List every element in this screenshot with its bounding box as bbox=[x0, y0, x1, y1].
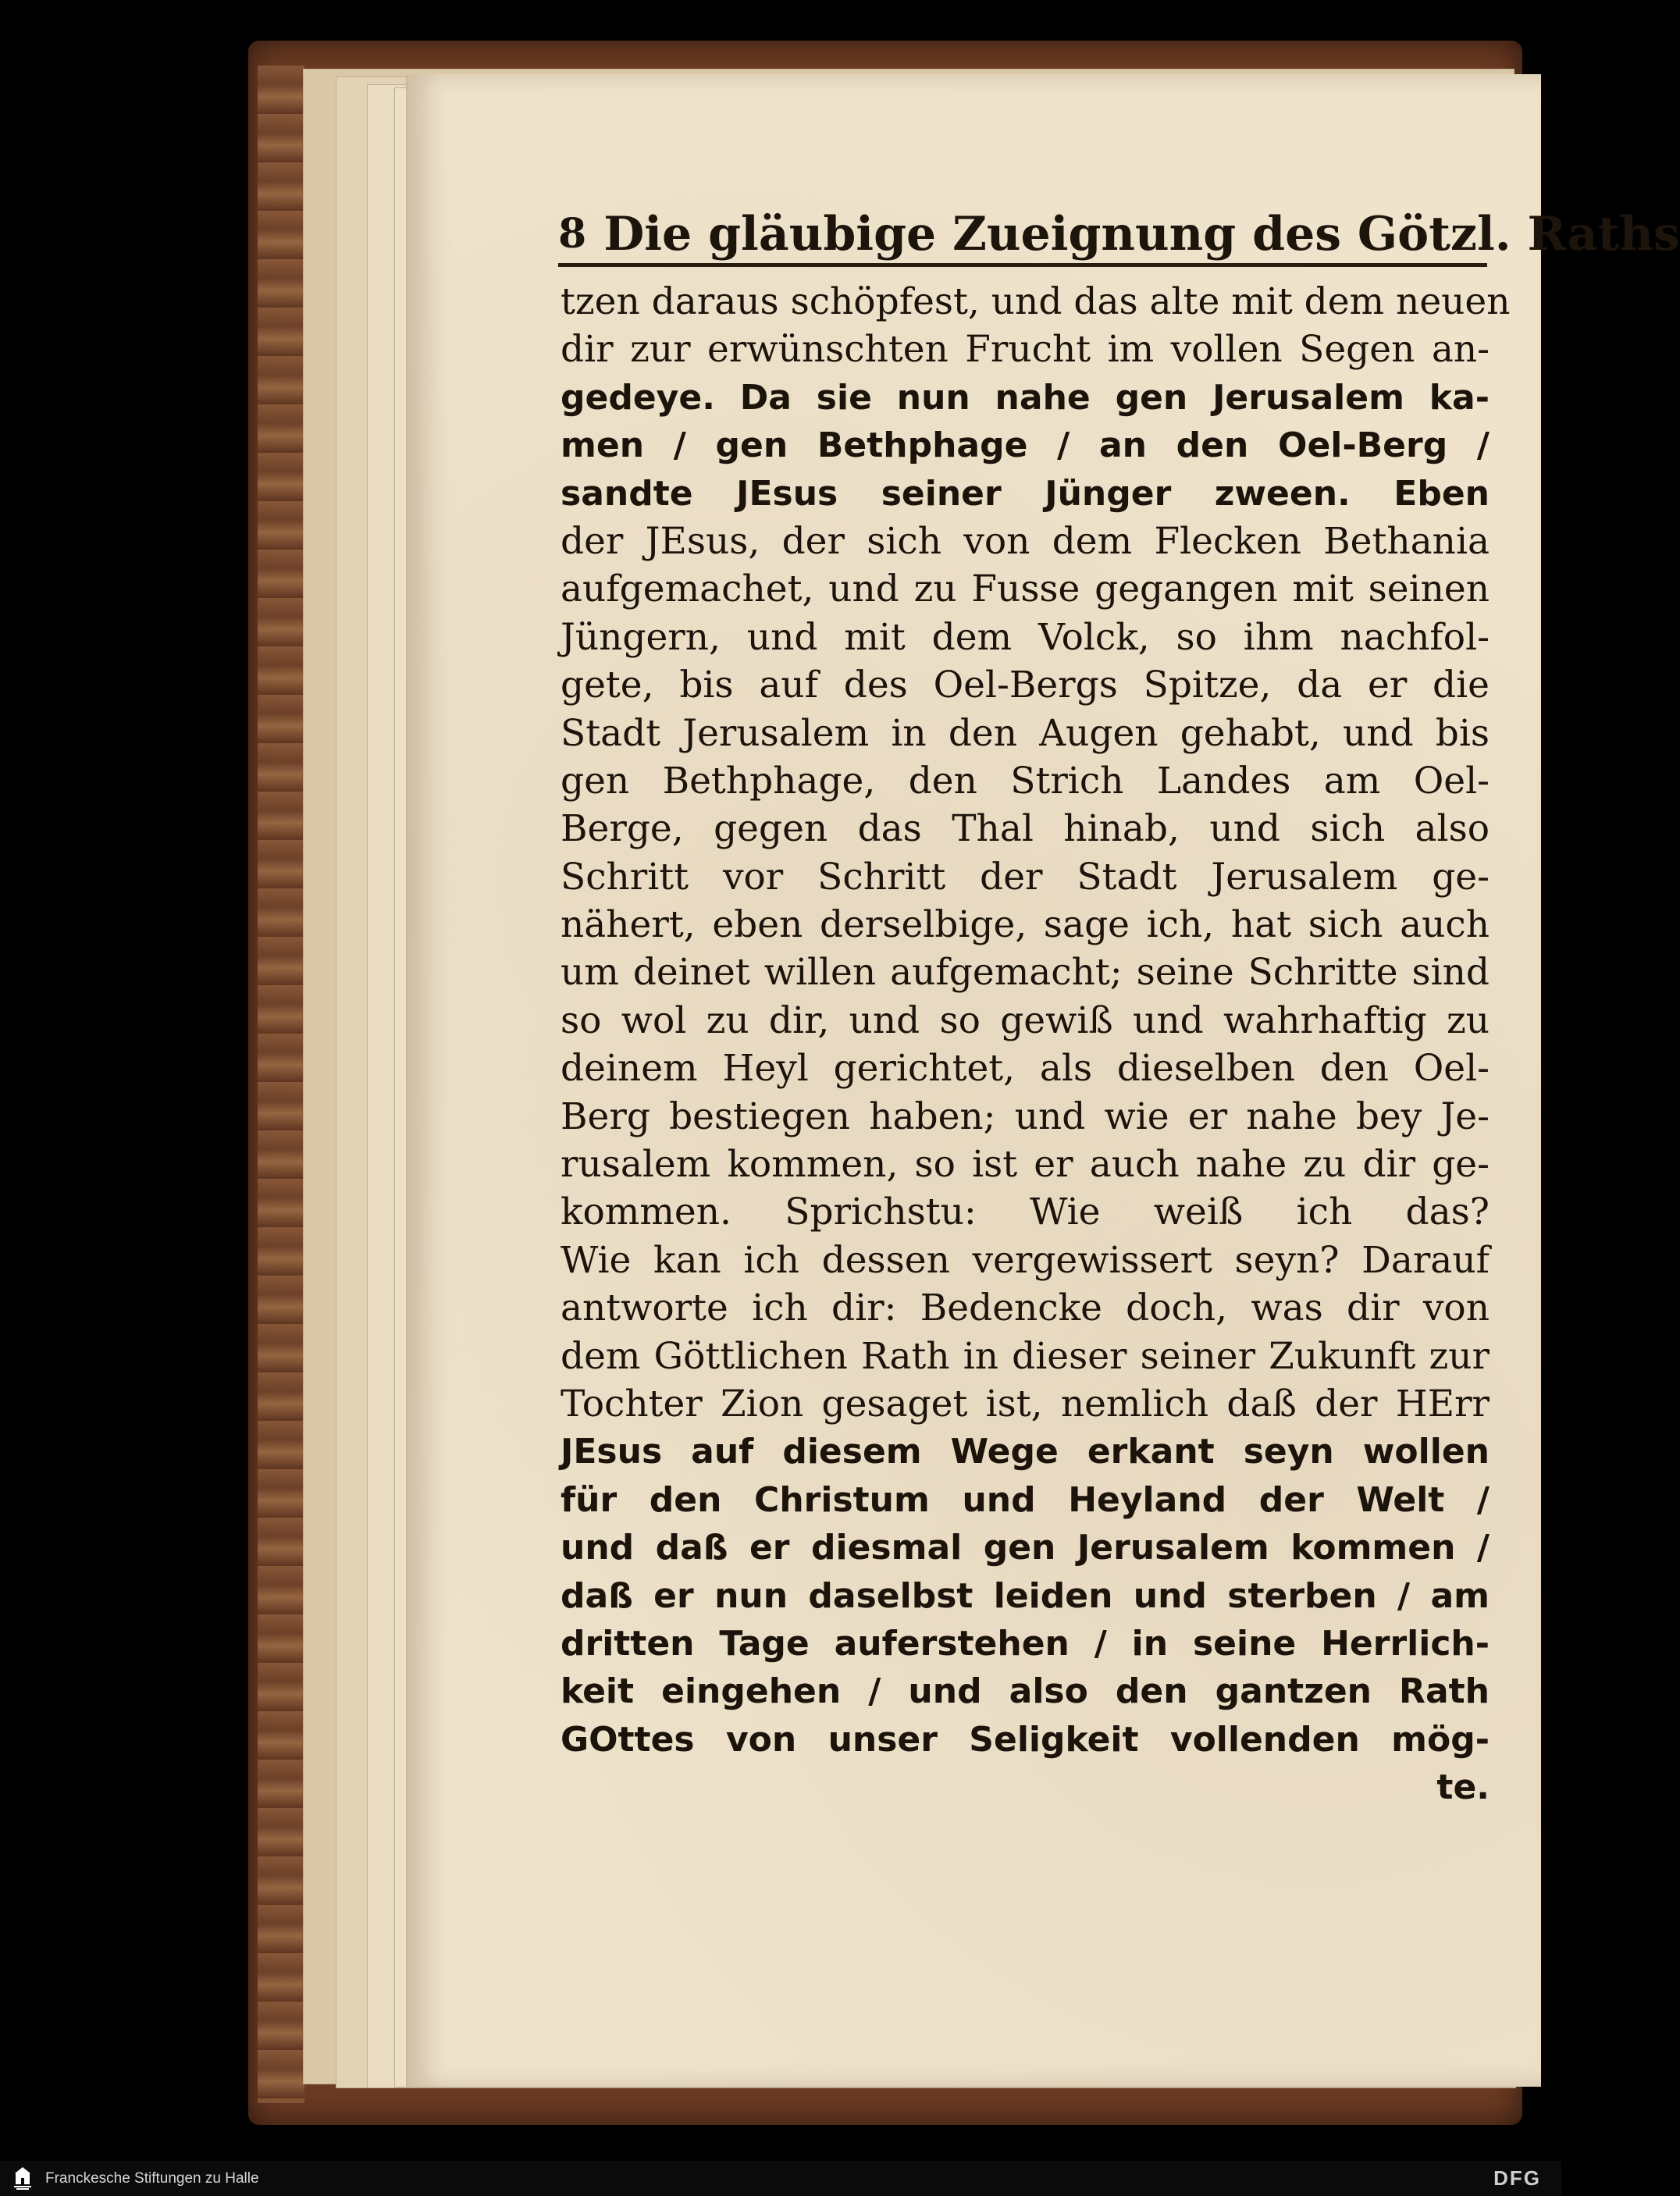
text-line: deinem Heyl gerichtet, als dieselben den Oel- bbox=[561, 1047, 1490, 1091]
text-line: Berge, gegen das Thal hinab, und sich also bbox=[561, 807, 1490, 851]
text-line: gete, bis auf des Oel-Bergs Spitze, da er die bbox=[561, 664, 1490, 707]
header-rule bbox=[558, 263, 1487, 267]
text-line: Jüngern, und mit dem Volck, so ihm nachfol- bbox=[561, 615, 1490, 659]
page-number: 8 bbox=[558, 210, 587, 258]
footer-bar bbox=[0, 2161, 1561, 2196]
text-line: te. bbox=[1436, 1767, 1490, 1808]
text-line: gen Bethphage, den Strich Landes am Oel- bbox=[561, 759, 1490, 803]
text-line: Stadt Jerusalem in den Augen gehabt, und bis bbox=[561, 711, 1490, 755]
text-line: Wie kan ich dessen vergewissert seyn? Darauf bbox=[561, 1238, 1490, 1282]
text-line: JEsus auf diesem Wege erkant seyn wollen bbox=[561, 1432, 1490, 1472]
text-line: um deinet willen aufgemacht; seine Schritte sind bbox=[561, 951, 1490, 995]
text-line: keit eingehen / und also den gantzen Rath bbox=[561, 1671, 1490, 1712]
text-line: nähert, eben derselbige, sage ich, hat sich auch bbox=[561, 903, 1490, 947]
body-text bbox=[561, 278, 1511, 1812]
text-line: dem Göttlichen Rath in dieser seiner Zukunft zur bbox=[561, 1334, 1490, 1378]
dfg-logo[interactable]: DFG bbox=[1493, 2166, 1541, 2190]
text-line: dritten Tage auferstehen / in seine Herrlich- bbox=[561, 1623, 1490, 1664]
text-line: so wol zu dir, und so gewiß und wahrhaftig zu bbox=[561, 998, 1490, 1042]
text-line: kommen. Sprichstu: Wie weiß ich das? bbox=[561, 1191, 1490, 1234]
text-line: tzen daraus schöpfest, und das alte mit dem neuen bbox=[561, 280, 1511, 323]
page-header bbox=[558, 190, 1680, 262]
text-line: gedeye. Da sie nun nahe gen Jerusalem ka- bbox=[561, 377, 1490, 418]
text-line: der JEsus, der sich von dem Flecken Bethania bbox=[561, 519, 1490, 563]
text-line: sandte JEsus seiner Jünger zween. Eben bbox=[561, 473, 1490, 514]
text-line: Tochter Zion gesaget ist, nemlich daß der HErr bbox=[561, 1382, 1490, 1425]
text-line: und daß er diesmal gen Jerusalem kommen / bbox=[561, 1528, 1490, 1568]
text-line: daß er nun daselbst leiden und sterben / am bbox=[561, 1575, 1490, 1616]
text-line: GOttes von unser Seligkeit vollenden mög- bbox=[561, 1719, 1490, 1760]
text-line: rusalem kommen, so ist er auch nahe zu dir ge- bbox=[561, 1143, 1490, 1187]
text-line: aufgemachet, und zu Fusse gegangen mit seinen bbox=[561, 568, 1490, 611]
franckesche-stiftungen-logo-icon[interactable] bbox=[11, 2166, 34, 2192]
marbled-cover-edge bbox=[258, 66, 304, 2103]
text-line: dir zur erwünschten Frucht im vollen Segen an- bbox=[561, 328, 1490, 372]
institution-name[interactable]: Franckesche Stiftungen zu Halle bbox=[45, 2169, 259, 2187]
text-line: antworte ich dir: Bedencke doch, was dir von bbox=[561, 1287, 1490, 1330]
text-line: men / gen Bethphage / an den Oel-Berg / bbox=[561, 425, 1490, 466]
text-line: Schritt vor Schritt der Stadt Jerusalem ge- bbox=[561, 855, 1490, 899]
text-line: für den Christum und Heyland der Welt / bbox=[561, 1479, 1490, 1520]
running-head: Die gläubige Zueignung des Götzl. Raths bbox=[603, 207, 1680, 262]
text-line: Berg bestiegen haben; und wie er nahe bey Je- bbox=[561, 1094, 1490, 1138]
